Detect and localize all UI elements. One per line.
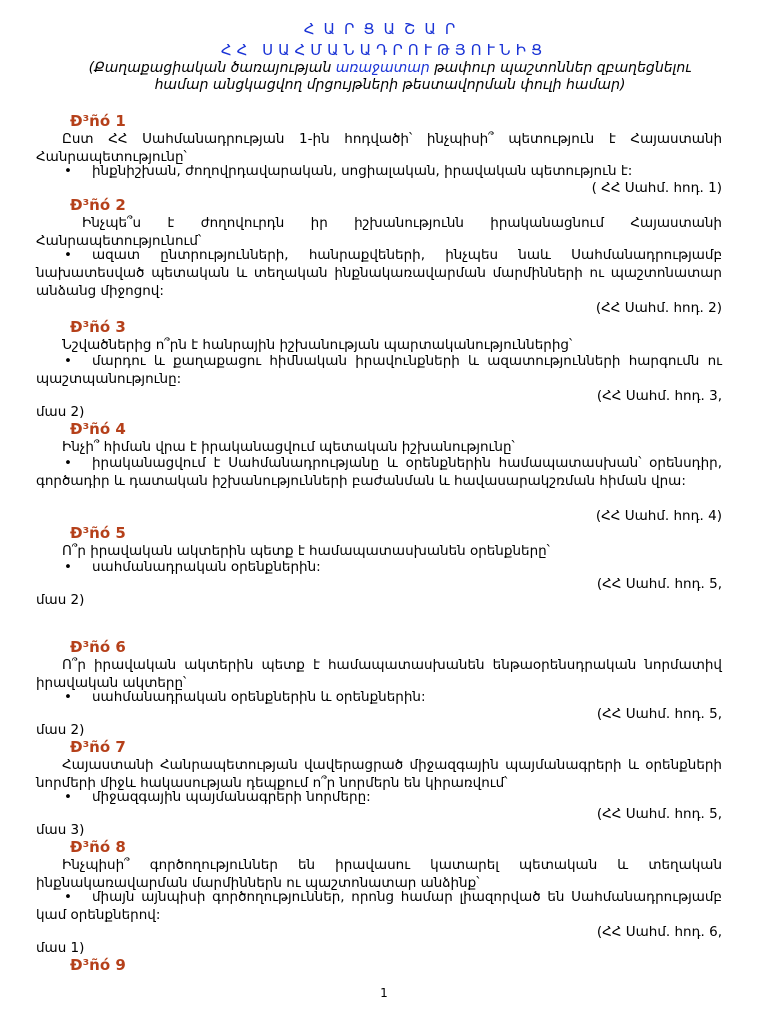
constitution-reference: (ՀՀ Սահմ. հոդ. 5, [596,576,722,592]
answer-item: • սահմանադրական օրենքներին և օրենքներին: [36,688,722,706]
bullet-icon: • [64,559,72,575]
question-text: Ինչի՞ հիման վրա է իրականացվում պետական իշխանությունը՝ [62,439,515,455]
document-subtitle-title: ՀՀ ՍԱՀՄԱՆԱԴՐՈՒԹՅՈՒՆԻՑ [220,41,548,59]
constitution-reference-part: մաս 2) [36,722,85,738]
question-heading: Ð³ñó 3 [70,318,126,336]
question-text: Նշվածներից ո՞րն է հանրային իշխանության պարտականություններից՝ [62,337,573,353]
answer-item: • ինքնիշխան, ժողովրդավարական, սոցիալական, իրավական պետություն է: [36,162,722,180]
question-text: Ըստ ՀՀ Սահմանադրության 1-ին հոդվածի՝ ինչպիսի՞ պետություն է Հայաստանի Հանրապետությունը՝ [36,131,722,165]
constitution-reference: ( ՀՀ Սահմ. հոդ. 1) [591,180,722,196]
bullet-icon: • [64,455,72,471]
question-text: Ո՞ր իրավական ակտերին պետք է համապատասխանեն օրենքները՝ [62,543,550,559]
constitution-reference-part: մաս 3) [36,822,85,838]
description-part2: թափուր պաշտոններ զբաղեցնելու համար անցկացվող մրցույթների թեստավորման փուլի համար) [154,60,692,93]
bullet-icon: • [64,163,72,179]
bullet-icon: • [64,889,72,905]
question-heading: Ð³ñó 4 [70,420,126,438]
constitution-reference: (ՀՀ Սահմ. հոդ. 6, [596,924,722,940]
question-heading: Ð³ñó 2 [70,196,126,214]
question-heading: Ð³ñó 1 [70,112,126,130]
document-description [60,60,720,94]
answer-item: • սահմանադրական օրենքներին: [36,558,722,576]
question-heading: Ð³ñó 5 [70,524,126,542]
question-text: Հայաստանի Հանրապետության վավերացրած միջազգային պայմանագրերի և օրենքների նորմերի միջև հակասության դեպքում ո՞ր նորմերն են կիրառվում՝ [36,757,722,791]
answer-item: • միջազգային պայմանագրերի նորմերը: [36,788,722,806]
constitution-reference-part: մաս 2) [36,592,85,608]
constitution-reference: (ՀՀ Սահմ. հոդ. 3, [596,388,722,404]
constitution-reference: (ՀՀ Սահմ. հոդ. 2) [595,300,722,316]
answer-item: • մարդու և քաղաքացու հիմնական իրավունքների և ազատությունների հարգումն ու պաշտպանությունը: [36,353,722,387]
bullet-icon: • [64,247,72,263]
constitution-reference: (ՀՀ Սահմ. հոդ. 5, [596,706,722,722]
page-number: 1 [380,986,388,1000]
question-heading: Ð³ñó 8 [70,838,126,856]
constitution-reference-part: մաս 2) [36,404,85,420]
bullet-icon: • [64,689,72,705]
description-highlight: առաջատար [335,60,430,76]
constitution-reference-part: մաս 1) [36,940,85,956]
question-heading: Ð³ñó 7 [70,738,126,756]
question-text: Ո՞ր իրավական ակտերին պետք է համապատասխանեն ենթաօրենսդրական նորմատիվ իրավական ակտերը՝ [36,657,722,691]
description-part1: (Քաղաքացիական ծառայության [88,60,336,76]
answer-item: • իրականացվում է Սահմանադրությանը և օրենքներին համապատասխան՝ օրենսդիր, գործադիր և դատական իշխանությունների բաժանման և հավասարակշռման հիման վրա: [36,455,722,489]
question-heading: Ð³ñó 6 [70,638,126,656]
answer-item: • ազատ ընտրությունների, հանրաքվեների, ինչպես նաև Սահմանադրությամբ նախատեսված պետական և տեղական ինքնակառավարման մարմինների ու պաշտոնատար անձանց միջոցով: [36,247,722,299]
question-text: Ինչպե՞ս է ժողովուրդն իր իշխանությունն իրականացնում Հայաստանի Հանրապետությունում՝ [36,215,722,249]
constitution-reference: (ՀՀ Սահմ. հոդ. 4) [595,508,722,524]
constitution-reference: (ՀՀ Սահմ. հոդ. 5, [596,806,722,822]
question-text: Ինչպիսի՞ գործողություններ են իրավասու կատարել պետական և տեղական ինքնակառավարման մարմիններն ու պաշտոնատար անձինք՝ [36,857,722,891]
document-title: ՀԱՐՑԱՇԱՐ [303,20,465,38]
bullet-icon: • [64,789,72,805]
bullet-icon: • [64,353,72,369]
question-heading: Ð³ñó 9 [70,956,126,974]
answer-item: • միայն այնպիսի գործողություններ, որոնց համար լիազորված են Սահմանադրությամբ կամ օրենքներով: [36,889,722,923]
